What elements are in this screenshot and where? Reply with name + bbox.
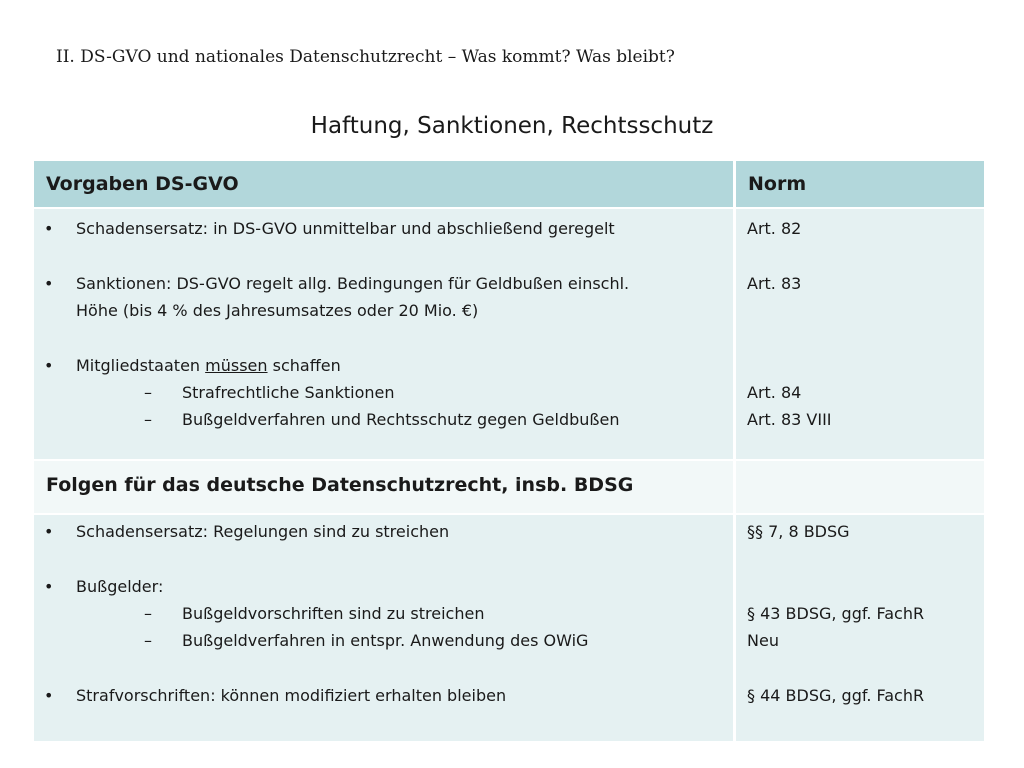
list-item-member-states bbox=[76, 356, 341, 376]
slide-title: Haftung, Sanktionen, Rechtsschutz bbox=[310, 113, 714, 139]
norm-art-83-viii: Art. 83 VIII bbox=[747, 410, 832, 429]
bullet-marker: • bbox=[44, 577, 54, 596]
member-states-text-underlined: müssen bbox=[205, 356, 268, 375]
list-item-damages-delete: Schadensersatz: Regelungen sind zu streichen bbox=[76, 522, 450, 541]
content-table bbox=[34, 161, 984, 741]
header-cell-empty bbox=[736, 461, 984, 513]
header-label-norm: Norm bbox=[748, 173, 807, 195]
consequences-body-cell bbox=[34, 515, 733, 741]
bullet-marker: • bbox=[44, 274, 54, 293]
sub-item-owig: Bußgeldverfahren in entspr. Anwendung des OWiG bbox=[182, 631, 589, 650]
bullet-marker: • bbox=[44, 356, 54, 375]
member-states-text-after: schaffen bbox=[267, 356, 341, 375]
header-cell-norm bbox=[736, 161, 984, 207]
norm-art-83: Art. 83 bbox=[747, 274, 802, 293]
list-item-sanctions-line2: Höhe (bis 4 % des Jahresumsatzes oder 20 Mio. €) bbox=[76, 301, 479, 320]
list-item-fines: Bußgelder: bbox=[76, 577, 164, 596]
bullet-marker: • bbox=[44, 522, 54, 541]
sub-item-fine-procedure: Bußgeldverfahren und Rechtsschutz gegen Geldbußen bbox=[182, 410, 620, 429]
norm-new: Neu bbox=[747, 631, 779, 650]
header-label-consequences: Folgen für das deutsche Datenschutzrecht, insb. BDSG bbox=[46, 474, 634, 496]
bullet-marker: • bbox=[44, 219, 54, 238]
bullet-marker: • bbox=[44, 686, 54, 705]
member-states-text-before: Mitgliedstaaten bbox=[76, 356, 206, 375]
dash-marker: – bbox=[144, 410, 152, 429]
list-item-damages: Schadensersatz: in DS-GVO unmittelbar und abschließend geregelt bbox=[76, 219, 615, 238]
sub-item-fine-rules: Bußgeldvorschriften sind zu streichen bbox=[182, 604, 485, 623]
header-cell-consequences bbox=[34, 461, 733, 513]
section-heading: II. DS-GVO und nationales Datenschutzrecht – Was kommt? Was bleibt? bbox=[56, 47, 675, 67]
sub-item-criminal-sanctions: Strafrechtliche Sanktionen bbox=[182, 383, 395, 402]
dash-marker: – bbox=[144, 383, 152, 402]
list-item-sanctions-line1: Sanktionen: DS-GVO regelt allg. Bedingungen für Geldbußen einschl. bbox=[76, 274, 630, 293]
norm-body-cell bbox=[736, 209, 984, 459]
norm-body-cell-2 bbox=[736, 515, 984, 741]
list-item-criminal-rules: Strafvorschriften: können modifiziert erhalten bleiben bbox=[76, 686, 507, 705]
norm-bdsg-44: § 44 BDSG, ggf. FachR bbox=[747, 686, 925, 705]
dash-marker: – bbox=[144, 631, 152, 650]
norm-art-82: Art. 82 bbox=[747, 219, 802, 238]
norm-bdsg-43: § 43 BDSG, ggf. FachR bbox=[747, 604, 925, 623]
header-label-requirements: Vorgaben DS-GVO bbox=[46, 173, 239, 195]
norm-bdsg-7-8: §§ 7, 8 BDSG bbox=[747, 522, 850, 541]
norm-art-84: Art. 84 bbox=[747, 383, 802, 402]
header-cell-requirements bbox=[34, 161, 733, 207]
dash-marker: – bbox=[144, 604, 152, 623]
requirements-body-cell bbox=[34, 209, 733, 459]
